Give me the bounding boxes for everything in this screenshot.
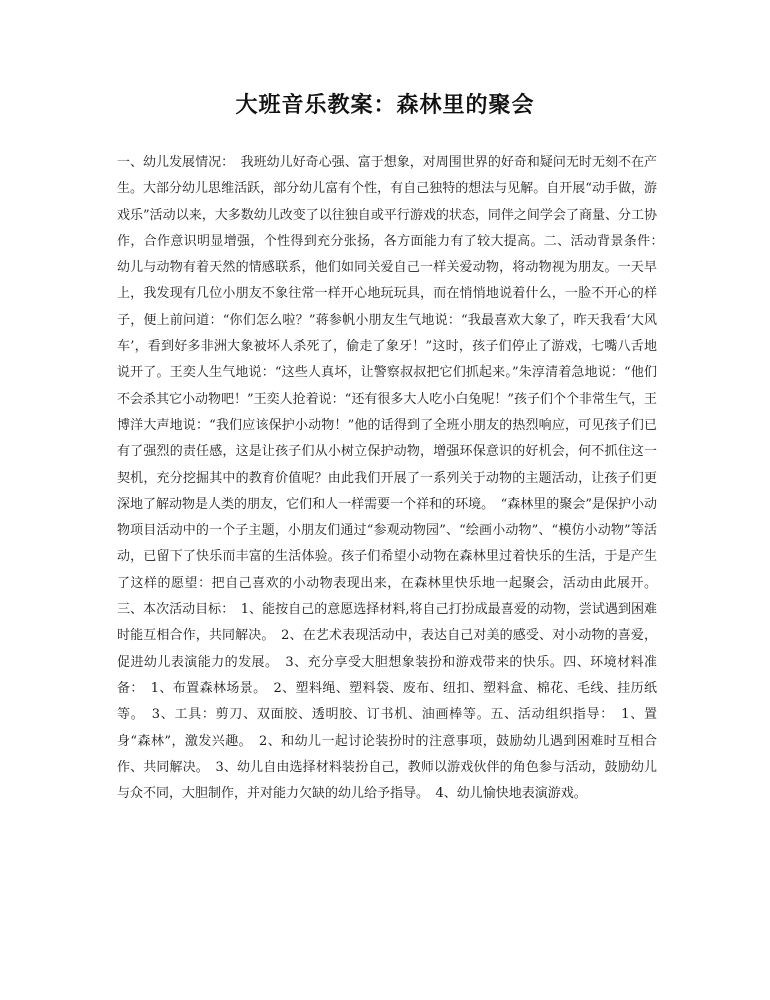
document-body-paragraph: 一、幼儿发展情况： 我班幼儿好奇心强、富于想象，对周围世界的好奇和疑问无时无刻不在产生。大部分幼儿思维活跃，部分幼儿富有个性，有自己独特的想法与见解。自开展“动手做，游戏乐”活动以来，大多数幼儿改变了以往独自或平行游戏的状态，同伴之间学会了商量、分工协作，合作意识明显增强，个性得到充分张扬，各方面能力有了较大提高。二、活动背景条件： 幼儿与动物有着天然的情感联系，他们如同关爱自己一样关爱动物，将动物视为朋友。一天早上，我发现有几位小朋友不象往常一样开心地玩玩具，而在悄悄地说着什么，一脸不开心的样子，便上前问道：“你们怎么啦？”蒋参帆小朋友生气地说：“我最喜欢大象了，昨天我看‘大风车’，看到好多非洲大象被坏人杀死了，偷走了象牙！”这时，孩子们停止了游戏，七嘴八舌地说开了。王奕人生气地说：“这些人真坏，让警察叔叔把它们抓起来。”朱淳清着急地说：“他们不会杀其它小动物吧！”王奕人抢着说：“还有很多大人吃小白兔呢！”孩子们个个非常生气，王博洋大声地说：“我们应该保护小动物！”他的话得到了全班小朋友的热烈响应，可见孩子们已有了强烈的责任感，这是让孩子们从小树立保护动物，增强环保意识的好机会，何不抓住这一契机，充分挖掘其中的教育价值呢？由此我们开展了一系列关于动物的主题活动，让孩子们更深地了解动物是人类的朋友，它们和人一样需要一个祥和的环境。 “森林里的聚会”是保护小动物项目活动中的一个子主题，小朋友们通过“参观动物园”、“绘画小动物”、“模仿小动物”等活动，已留下了快乐而丰富的生活体验。孩子们希望小动物在森林里过着快乐的生活，于是产生了这样的愿望：把自己喜欢的小动物表现出来，在森林里快乐地一起聚会，活动由此展开。三、本次活动目标： 1、能按自己的意愿选择材料,将自己打扮成最喜爱的动物，尝试遇到困难时能互相合作，共同解决。 2、在艺术表现活动中，表达自己对美的感受、对小动物的喜爱，促进幼儿表演能力的发展。 3、充分享受大胆想象装扮和游戏带来的快乐。四、环境材料准备： 1、布置森林场景。 2、塑料绳、塑料袋、废布、纽扣、塑料盒、棉花、毛线、挂历纸等。 3、工具：剪刀、双面胶、透明胶、订书机、油画棒等。五、活动组织指导： 1、置身“森林”，激发兴趣。 2、和幼儿一起讨论装扮时的注意事项，鼓励幼儿遇到困难时互相合作、共同解决。 3、幼儿自由选择材料装扮自己，教师以游戏伙伴的角色参与活动，鼓励幼儿与众不同，大胆制作，并对能力欠缺的幼儿给予指导。 4、幼儿愉快地表演游戏。 (117, 155, 671, 802)
document-title: 大班音乐教案：森林里的聚会 (235, 92, 535, 118)
